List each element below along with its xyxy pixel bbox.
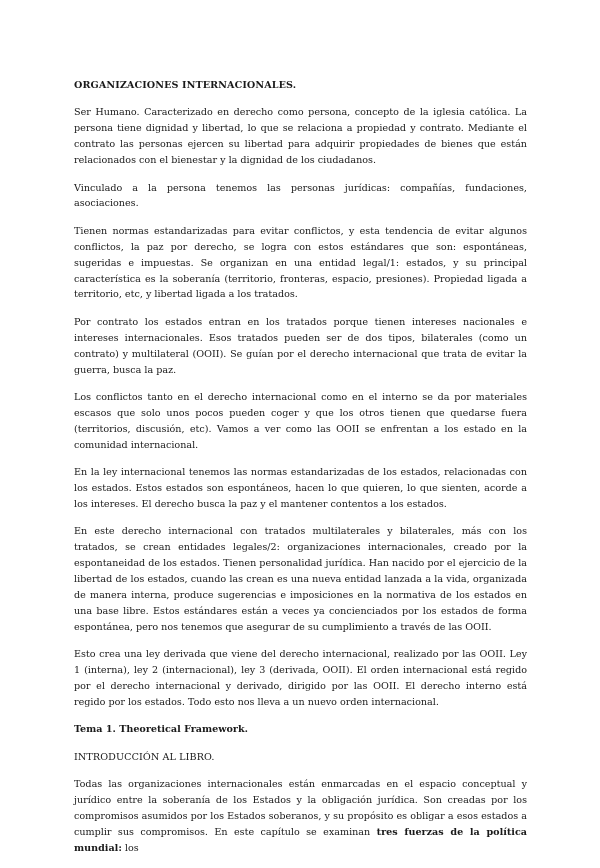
paragraph-ley-internacional: En la ley internacional tenemos las normas estandarizadas de los estados, relacionadas con los estados. Estos estados son espontáneos, hacen lo que quieren, lo que sienten, acorde a los intereses. El derecho busca la paz y el mantener contentos a los estados. [74, 467, 527, 510]
paragraph-ser-humano: Ser Humano. Caracterizado en derecho como persona, concepto de la iglesia católica. La persona tiene dignidad y libertad, lo que se relaciona a propiedad y contrato. Mediante el contrato las personas ejercen su libertad para adquirir propiedades de bienes que están relacionados con el bienestar y la dignidad de los ciudadanos. [74, 107, 527, 167]
paragraph-introduccion-end: los [121, 842, 139, 854]
paragraph-introduccion-start: Todas las organizaciones internacionales están enmarcadas en el espacio conceptual y jurídico entre la soberanía de los Estados y la obligación jurídica. Son creadas por los compromisos asumidos por los Estados soberanos, y su propósito es obligar a esos estados a cumplir sus compromisos. En este capítulo se examinan [74, 779, 527, 838]
chapter-heading: Tema 1. Theoretical Framework. [74, 724, 248, 736]
paragraph-ley-derivada: Esto crea una ley derivada que viene del derecho internacional, realizado por las OOII. Ley 1 (interna), ley 2 (internacional), ley 3 (derivada, OOII). El orden internacional está regido por el derecho internacional y derivado, dirigido por las OOII. El derecho interno está regido por los estados. Todo esto nos lleva a un nuevo orden internacional. [74, 649, 527, 708]
intro-heading: INTRODUCCIÓN AL LIBRO. [74, 751, 215, 763]
document-title: ORGANIZACIONES INTERNACIONALES. [74, 80, 297, 91]
paragraph-tratados: Por contrato los estados entran en los tratados porque tienen intereses nacionales e intereses internacionales. Esos tratados pueden ser de dos tipos, bilaterales (como un contrato) y multilateral (OOII). Se guían por el derecho internacional que trata de evitar la guerra, busca la paz. [74, 316, 527, 376]
paragraph-personas-juridicas: Vinculado a la persona tenemos las personas jurídicas: compañías, fundaciones, asociaciones. [74, 182, 527, 210]
paragraph-introduccion [74, 777, 527, 857]
document-page [74, 78, 527, 868]
paragraph-entidades-legales: En este derecho internacional con tratados multilaterales y bilaterales, más con los tratados, se crean entidades legales/2: organizaciones internacionales, creado por la espontaneidad de los estados. Tienen personalidad jurídica. Han nacido por el ejercicio de la libertad de los estados, cuando las crean es una nueva entidad lanzada a la vida, organizada de manera interna, produce sugerencias e imposiciones en la normativa de los estados en una base libre. Estos estándares están a veces ya concienciados por los estados de forma espontánea, pero nos tenemos que asegurar de su cumplimiento a través de las OOII. [74, 526, 527, 633]
paragraph-conflictos: Los conflictos tanto en el derecho internacional como en el interno se da por materiales escasos que solo unos pocos pueden coger y que los otros tienen que quedarse fuera (territorios, discusión, etc). Vamos a ver como las OOII se enfrentan a los estado en la comunidad internacional. [74, 392, 527, 451]
paragraph-normas-estandarizadas: Tienen normas estandarizadas para evitar conflictos, y esta tendencia de evitar algunos conflictos, la paz por derecho, se logra con estos estándares que son: espontáneas, sugeridas e impuestas. Se organizan en una entidad legal/1: estados, y su principal característica es la soberanía (territorio, fronteras, espacio, presiones). Propiedad ligada a territorio, etc, y libertad ligada a los tratados. [74, 225, 527, 301]
paragraph-introduccion-bold: tres fuerzas de la política mundial: [74, 826, 527, 854]
